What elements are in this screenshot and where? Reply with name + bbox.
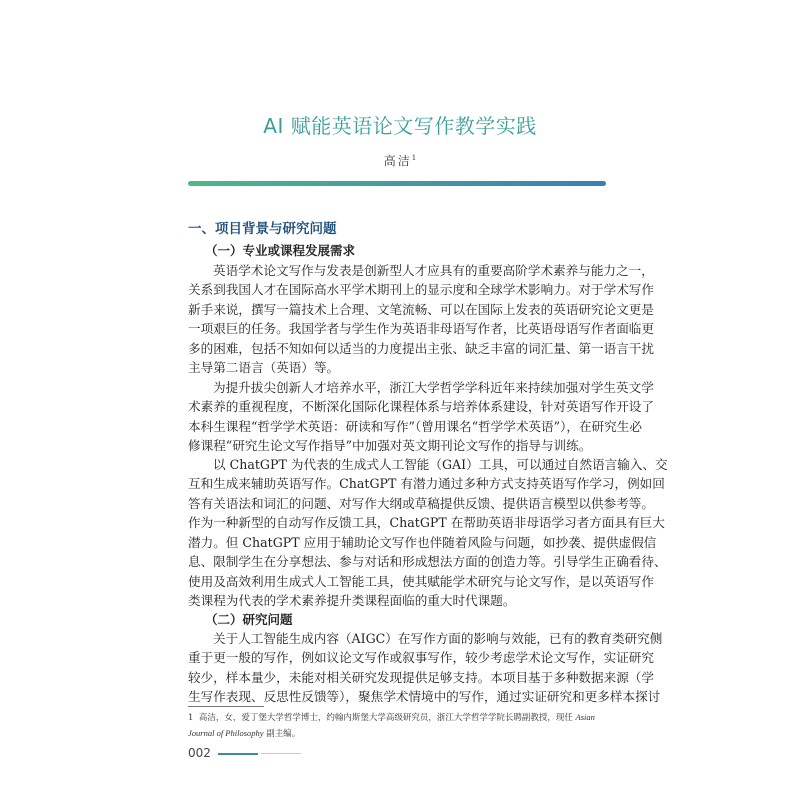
article-title: AI 赋能英语论文写作教学实践: [263, 114, 537, 138]
footnote-text: 高洁，女，爱丁堡大学哲学博士，约翰内斯堡大学高级研究员，浙江大学哲学学院长聘副教授，现任: [198, 713, 576, 723]
footnote-text-end: 副主编。: [263, 729, 301, 739]
text-line: 关系到我国人才在国际高水平学术期刊上的显示度和全球学术影响力。对于学术写作: [188, 282, 654, 298]
subsection-heading: （二）研究问题: [205, 612, 293, 627]
footnote-rule: [188, 706, 264, 707]
paragraph: [188, 629, 663, 707]
text-line: 潜力。但 ChatGPT 应用于辅助论文写作也伴随着风险与问题，如抄袭、提供虚假信: [188, 534, 657, 550]
text-line: 使用及高效利用生成式人工智能工具，使其赋能学术研究与论文写作，是以英语写作: [188, 573, 654, 589]
text-line: 新手来说，撰写一篇技术上合理、文笔流畅、可以在国际上发表的英语研究论文更是: [188, 301, 654, 317]
text-line: 一项艰巨的任务。我国学者与学生作为英语非母语写作者，比英语母语写作者面临更: [188, 321, 654, 337]
text-line: 息、限制学生在分享想法、参与对话和形成想法方面的创造力等。引导学生正确看待、: [188, 554, 667, 570]
footnote-number: 1: [188, 713, 194, 723]
page-number-rule: [218, 753, 258, 755]
paragraph: [188, 378, 654, 456]
text-line: 为提升拔尖创新人才培养水平，浙江大学哲学学科近年来持续加强对学生英文学: [213, 380, 654, 395]
text-line: 作为一种新型的自动写作反馈工具，ChatGPT 在帮助英语非母语学习者方面具有巨大: [188, 515, 665, 531]
section-heading: 一、项目背景与研究问题: [188, 221, 337, 237]
author-name: 高洁: [383, 154, 412, 168]
text-line: 以 ChatGPT 为代表的生成式人工智能（GAI）工具，可以通过自然语言输入、交: [213, 457, 668, 472]
text-line: 较少，样本量少，未能对相关研究发现提供足够支持。本项目基于多种数据来源（学: [188, 669, 654, 685]
author: [0, 152, 800, 169]
footnote-journal: Asian Journal of Philosophy: [188, 712, 595, 738]
text-line: 生写作表现、反思性反馈等），聚焦学术情境中的写作，通过实证研究和更多样本探讨: [188, 689, 661, 705]
text-line: 主导第二语言（英语）等。: [188, 360, 340, 376]
text-line: 答有关语法和词汇的问题、对写作大纲或草稿提供反馈、提供语言模型以供参考等。: [188, 495, 654, 511]
text-line: 术素养的重视程度，不断深化国际化课程体系与培养体系建设，针对英语写作开设了: [188, 399, 654, 415]
title-divider: [188, 181, 606, 186]
text-line: 多的困难，包括不知如何以适当的力度提出主张、缺乏丰富的词汇量、第一语言干扰: [188, 340, 654, 356]
text-line: 互和生成来辅助英语写作。ChatGPT 有潜力通过多种方式支持英语写作学习，例如回: [188, 476, 665, 492]
text-line: 类课程为代表的学术素养提升类课程面临的重大时代课题。: [188, 593, 516, 609]
footnote-mark: 1: [411, 154, 417, 162]
page-number-rule-light: [261, 753, 301, 754]
page-number: 002: [188, 746, 211, 760]
text-line: 修课程“研究生论文写作指导”中加强对英文期刊论文写作的指导与训练。: [188, 438, 592, 454]
paragraph: [188, 455, 668, 611]
text-line: 英语学术论文写作与发表是创新型人才应具有的重要高阶学术素养与能力之一，: [213, 263, 654, 278]
subsection-heading: （一）专业或课程发展需求: [205, 243, 356, 258]
paragraph: [188, 261, 654, 378]
text-line: 本科生课程“哲学学术英语：研读和写作”（曾用课名“哲学学术英语”），在研究生必: [188, 418, 642, 434]
text-line: 重于更一般的写作，例如议论文写作或叙事写作，较少考虑学术论文写作，实证研究: [188, 650, 654, 666]
footnote: [188, 710, 606, 742]
text-line: 关于人工智能生成内容（AIGC）在写作方面的影响与效能，已有的教育类研究侧: [213, 631, 663, 646]
